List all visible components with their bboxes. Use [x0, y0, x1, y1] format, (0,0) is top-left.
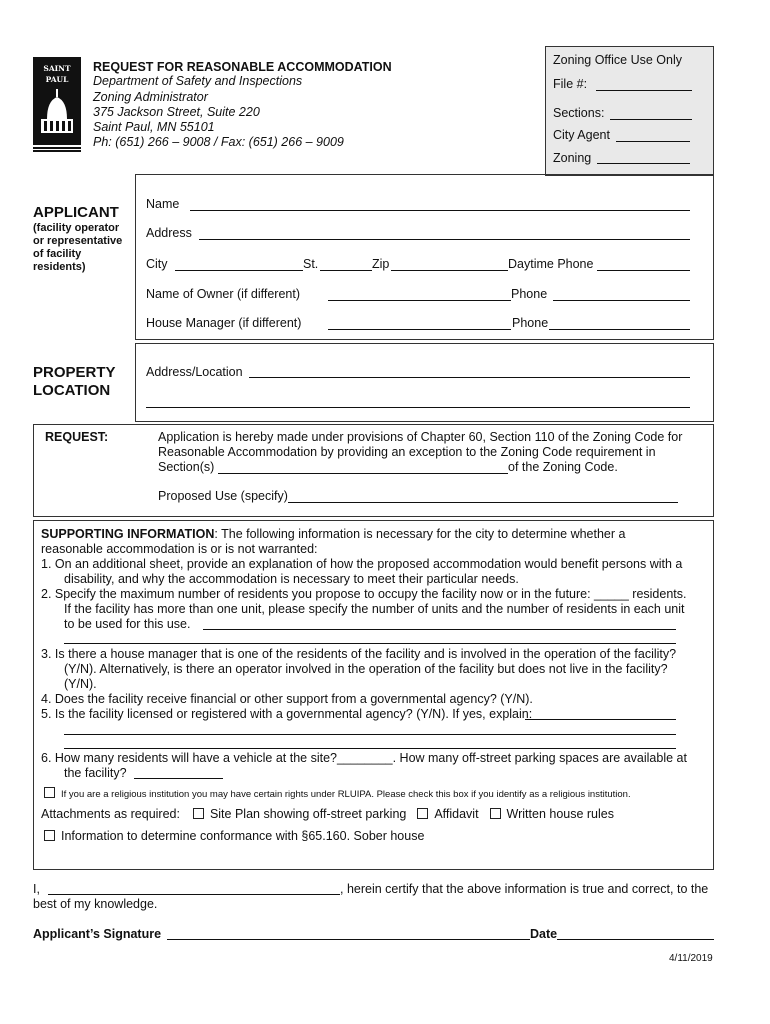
site-plan-label: Site Plan showing off-street parking	[209, 807, 407, 821]
item-3-line-1: 3. Is there a house manager that is one of the residents of the facility and is involved in the operation of the facility?	[41, 647, 677, 661]
religious-text: If you are a religious institution you may have certain rights under RLUIPA. Please check this box if you identify as a religious institution.	[61, 789, 631, 800]
sections-label: Sections:	[553, 106, 605, 120]
proposed-use-label: Proposed Use (specify)	[158, 489, 288, 503]
attachments-label: Attachments as required:	[41, 807, 180, 821]
certify-text: , herein certify that the above information is true and correct, to the	[340, 882, 709, 896]
religious-checkbox[interactable]	[44, 787, 55, 798]
supporting-heading: SUPPORTING INFORMATION	[41, 527, 215, 541]
address-location-field-2[interactable]	[146, 407, 690, 408]
applicant-sub-4: residents)	[33, 261, 86, 273]
item-1-line-1: 1. On an additional sheet, provide an explanation of how the proposed accommodation would benefit persons with a	[41, 557, 683, 571]
svg-text:PAUL: PAUL	[45, 75, 69, 84]
address-location-field[interactable]	[249, 377, 690, 378]
applicant-sub-2: or representative	[33, 235, 123, 247]
request-heading: REQUEST:	[45, 430, 109, 444]
religious-row	[44, 787, 631, 800]
address-location-label: Address/Location	[146, 365, 243, 379]
item-3-line-3: (Y/N).	[64, 677, 97, 691]
supporting-intro	[41, 527, 625, 541]
name-label: Name	[146, 197, 180, 211]
conformance-checkbox[interactable]	[44, 830, 55, 841]
administrator-line: Zoning Administrator	[93, 90, 208, 104]
applicant-sub-3: of facility	[33, 248, 82, 260]
revision-date: 4/11/2019	[669, 953, 713, 964]
manager-label: House Manager (if different)	[146, 316, 302, 330]
house-rules-label: Written house rules	[506, 807, 614, 821]
owner-phone-field[interactable]	[553, 300, 690, 301]
explain-field[interactable]	[525, 719, 676, 720]
file-label: File #:	[553, 77, 588, 91]
affidavit-checkbox[interactable]	[417, 808, 428, 819]
daytime-phone-field[interactable]	[597, 270, 690, 271]
item-1-line-2: disability, and why the accommodation is necessary to meet their particular needs.	[64, 572, 519, 586]
sections-field[interactable]	[610, 119, 692, 120]
saint-paul-logo-icon	[33, 57, 81, 152]
parking-spaces-field[interactable]	[134, 778, 223, 779]
site-plan-checkbox[interactable]	[193, 808, 204, 819]
conformance-label: Information to determine conformance with §65.160. Sober house	[61, 829, 425, 843]
daytime-phone-label: Daytime Phone	[508, 257, 594, 271]
city-agent-label: City Agent	[553, 128, 610, 142]
certify-i: I,	[33, 882, 40, 896]
attachments-row	[41, 807, 614, 821]
request-line-2: Reasonable Accommodation by providing an exception to the Zoning Code requirement in	[158, 445, 656, 459]
zoning-field[interactable]	[597, 163, 690, 164]
zip-field[interactable]	[391, 270, 508, 271]
location-heading: LOCATION	[33, 382, 111, 399]
city-agent-field[interactable]	[616, 141, 690, 142]
house-rules-checkbox[interactable]	[490, 808, 501, 819]
street-line: 375 Jackson Street, Suite 220	[93, 105, 260, 119]
item-2-line-3: to be used for this use.	[64, 617, 191, 631]
manager-phone-field[interactable]	[549, 329, 690, 330]
zip-label: Zip	[372, 257, 390, 271]
signature-label: Applicant’s Signature	[33, 927, 162, 941]
units-field-2[interactable]	[64, 643, 676, 644]
manager-phone-label: Phone	[512, 316, 549, 330]
department-line: Department of Safety and Inspections	[93, 74, 303, 88]
state-field[interactable]	[320, 270, 372, 271]
request-line-1: Application is hereby made under provisions of Chapter 60, Section 110 of the Zoning Code for	[158, 430, 683, 444]
zoning-label: Zoning	[553, 151, 592, 165]
form-title: REQUEST FOR REASONABLE ACCOMMODATION	[93, 60, 392, 74]
conformance-row	[44, 829, 424, 843]
name-field[interactable]	[190, 210, 690, 211]
certify-text-2: best of my knowledge.	[33, 897, 158, 911]
address-field[interactable]	[199, 239, 690, 240]
date-label: Date	[530, 927, 558, 941]
city-line: Saint Paul, MN 55101	[93, 120, 215, 134]
affidavit-label: Affidavit	[434, 807, 479, 821]
address-label: Address	[146, 226, 192, 240]
item-6-line-1: 6. How many residents will have a vehicle at the site?________. How many off-street parking spaces are available at	[41, 751, 687, 765]
proposed-use-field[interactable]	[288, 502, 678, 503]
file-number-field[interactable]	[596, 90, 692, 91]
item-2-line-1: 2. Specify the maximum number of residents you propose to occupy the facility now or in the future: _____ residents.	[41, 587, 687, 601]
svg-text:SAINT: SAINT	[43, 64, 71, 73]
owner-label: Name of Owner (if different)	[146, 287, 300, 301]
units-field[interactable]	[203, 629, 676, 630]
zoning-code-text: of the Zoning Code.	[508, 460, 618, 474]
city-field[interactable]	[175, 270, 303, 271]
item-4: 4. Does the facility receive financial or other support from a governmental agency? (Y/N).	[41, 692, 533, 706]
item-6-line-2: the facility?	[64, 766, 127, 780]
explain-field-2[interactable]	[64, 734, 676, 735]
signature-field[interactable]	[167, 939, 530, 940]
applicant-heading: APPLICANT	[33, 204, 119, 221]
supporting-intro-text: : The following information is necessary for the city to determine whether a	[214, 527, 626, 541]
code-sections-field[interactable]	[218, 473, 508, 474]
explain-field-3[interactable]	[64, 748, 676, 749]
city-label: City	[146, 257, 168, 271]
property-heading: PROPERTY	[33, 364, 116, 381]
phone-fax-line: Ph: (651) 266 – 9008 / Fax: (651) 266 – 9009	[93, 135, 344, 149]
item-5: 5. Is the facility licensed or registered with a governmental agency? (Y/N). If yes, explain:	[41, 707, 533, 721]
saint-paul-logo	[33, 57, 81, 152]
sections-text: Section(s)	[158, 460, 215, 474]
item-2-line-2: If the facility has more than one unit, please specify the number of units and the number of residents in each unit	[64, 602, 685, 616]
item-3-line-2: (Y/N). Alternatively, is there an operator involved in the operation of the facility but does not live in the facility?	[64, 662, 668, 676]
state-label: St.	[303, 257, 319, 271]
owner-field[interactable]	[328, 300, 511, 301]
manager-field[interactable]	[328, 329, 511, 330]
property-box	[135, 343, 714, 422]
office-title: Zoning Office Use Only	[553, 53, 682, 67]
applicant-sub-1: (facility operator	[33, 222, 120, 234]
owner-phone-label: Phone	[511, 287, 548, 301]
certify-name-field[interactable]	[48, 894, 340, 895]
date-field[interactable]	[557, 939, 714, 940]
supporting-intro-2: reasonable accommodation is or is not warranted:	[41, 542, 318, 556]
